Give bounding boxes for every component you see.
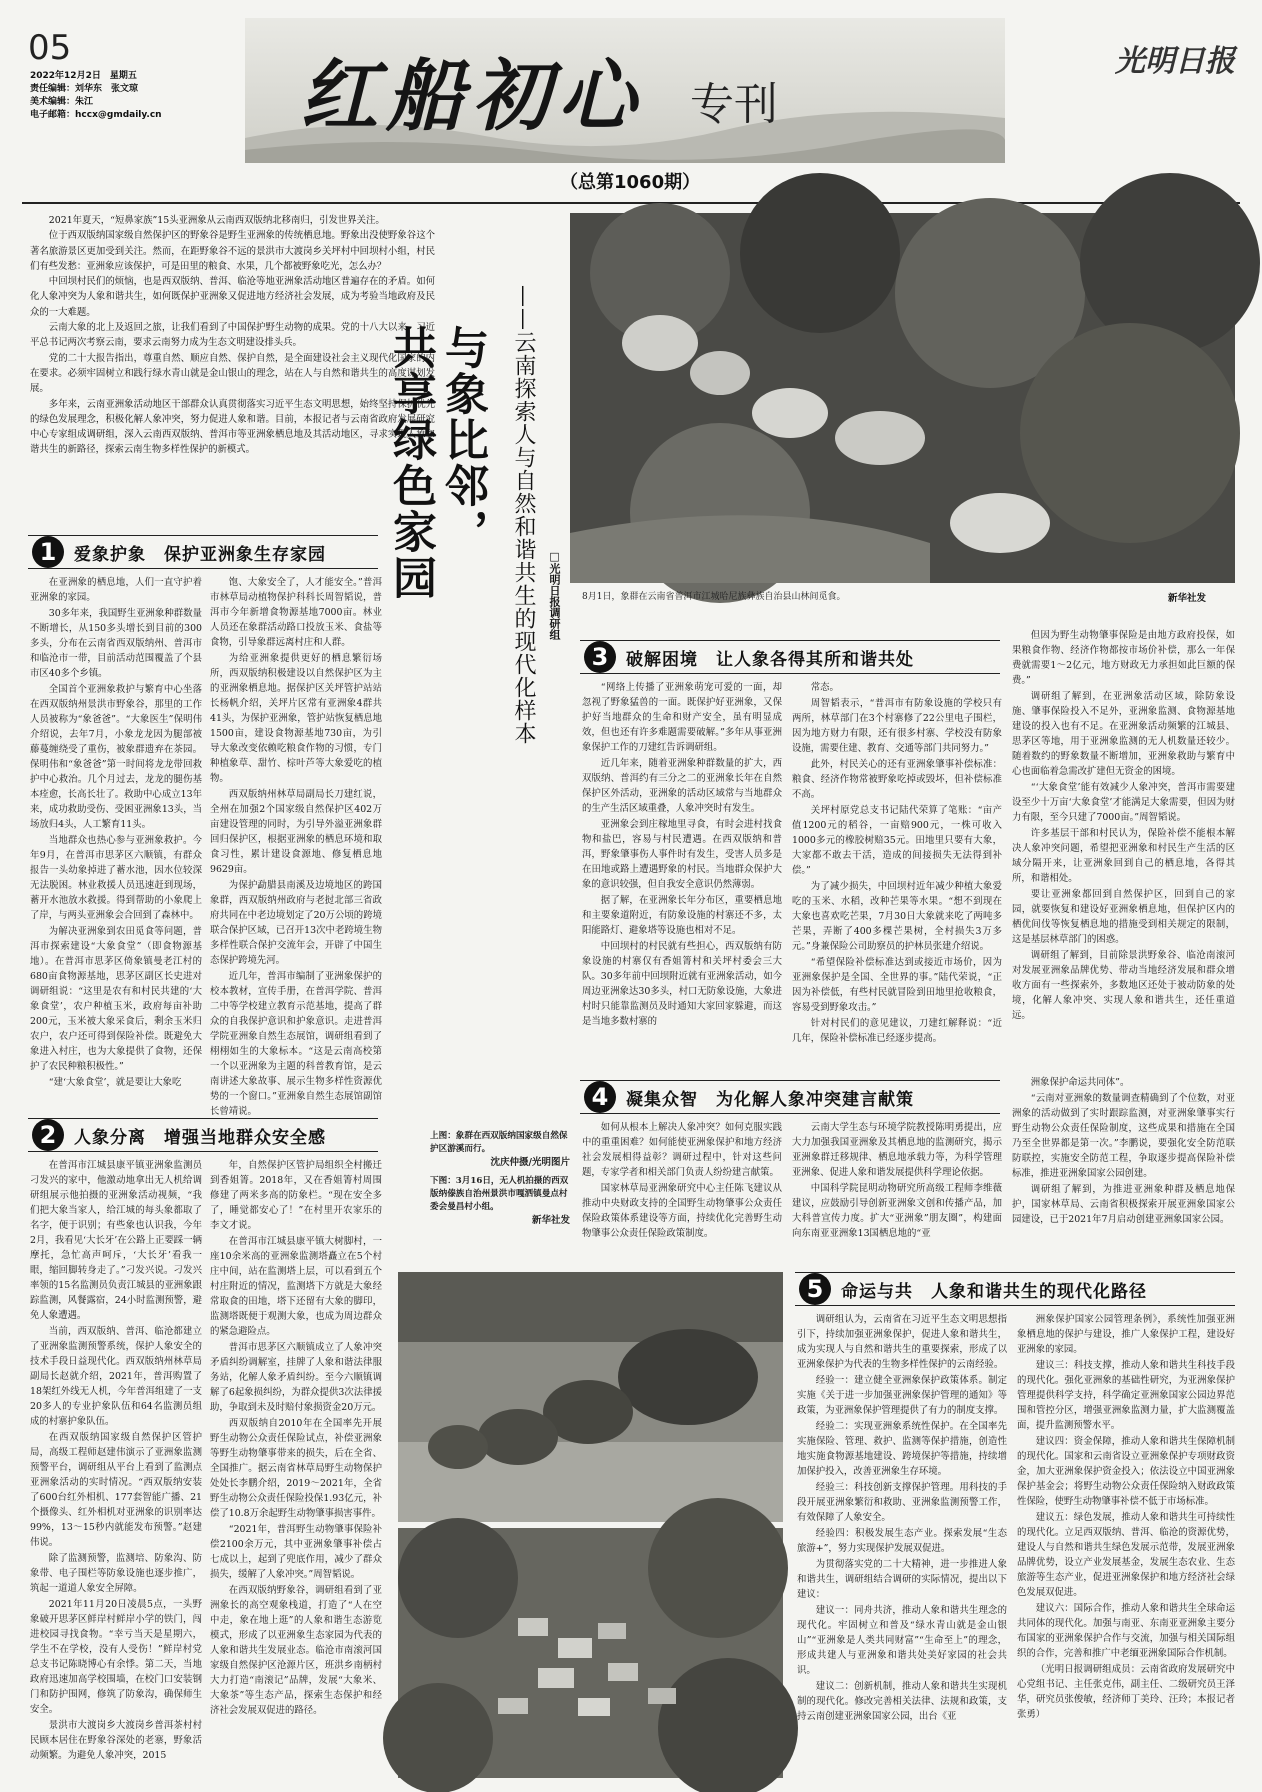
- paragraph: 中国科学院昆明动物研究所高级工程师李维薇建议，应鼓励引导创新亚洲象文创和传播产品，加大科普宣传力度。扩大“亚洲象”朋友圈”，构建面向东南亚亚洲象13国栖息地的“亚: [792, 1183, 1002, 1239]
- paragraph: 经验三：科技创新支撑保护管理。用科技的手段开展亚洲象繁衍和救助、亚洲象监测预警工作，有效保障了人象安全。: [797, 1482, 1007, 1523]
- paragraph: 经验四：积极发展生态产业。探索发展“生态旅游+”，努力实现保护发展双促进。: [797, 1528, 1007, 1554]
- village-aerial-photo: [398, 1528, 783, 1778]
- paragraph: “希望保险补偿标准达到或接近市场价，因为亚洲象保护是全国、全世界的事。”陆代荣说，“正因为补偿低，有些村民就冒险到田地里抢收粮食，容易受到野象攻击。”: [792, 957, 1002, 1013]
- paragraph: 洲象保护国家公园管理条例》，系统性加强亚洲象栖息地的保护与建设，推广人象保护工程，建设好亚洲象的家园。: [1017, 1314, 1235, 1355]
- paragraph: “建‘大象食堂’，就是要让大象吃: [48, 1077, 182, 1088]
- section-5-header: [795, 1272, 1235, 1306]
- paragraph: “云南对亚洲象的数量调查精确到了个位数，对亚洲象的活动做到了实时跟踪监测，对亚洲象肇事实行野生动物公众责任保险制度，这些成果和措施在全国乃至全世界都是第一次。”李鹏说，要强化安全防范联防联控，实施安全防范工程，争取逐步提高保险补偿标准，推进亚洲象国家公园创建。: [1012, 1093, 1235, 1179]
- section-1-header: [28, 535, 378, 569]
- header-meta: [30, 70, 200, 122]
- paragraph: 国家林草局亚洲象研究中心主任陈飞建议从推动中央财政支持的全国野生动物肇事公众责任保险政策体系建设等方面，持续优化完善野生动物肇事公众责任保险政策制度。: [582, 1183, 782, 1239]
- section-title: 人象分离 增强当地群众安全感: [74, 1127, 326, 1148]
- issue-number: （总第1060期）: [560, 172, 701, 193]
- intro-paragraph: 2021年夏天，“短鼻家族”15头亚洲象从云南西双版纳北移南归，引发世界关注。: [48, 215, 385, 226]
- side-photo-captions: [430, 1130, 570, 1227]
- section-5-column-1: [797, 1312, 1007, 1782]
- paragraph: 据了解，在亚洲象长年分布区，重要栖息地和主要象道附近，有防象设施的村寨还不多，太阳能路灯、避象塔等设施也相对不足。: [582, 895, 782, 936]
- paragraph: 针对村民们的意见建议，刀建红解释说：“近几年，保险补偿标准已经逐步提高。: [792, 1018, 1002, 1044]
- top-photo-caption: 8月1日，象群在云南省普洱市江城哈尼族彝族自治县山林间觅食。: [582, 592, 846, 602]
- paragraph: 为保护勐腊县南溪及边境地区的跨国象群，西双版纳州政府与老挝北部三省政府共同在中老边境划定了20万公顷的跨境联合保护区域，已召开13次中老跨境生物多样性联合保护交流年会，开辟了中国生态保护跨境先河。: [210, 880, 382, 966]
- section-3-column-3: [1012, 628, 1235, 1068]
- section-number: 2: [32, 1119, 64, 1151]
- section-4-column-2: [792, 1120, 1002, 1260]
- paragraph: 为解决亚洲象到农田觅食等问题，普洱市探索建设“大象食堂”（即食物源基地）。在普洱市思茅区倚象镇曼老江村的680亩食物源基地，思茅区副区长史进对调研组说：“这里是农有和村民共建的‘大象食堂’，农户种植玉米，政府每亩补助200元，玉米被大象采食后，剩余玉米归农户，农户还可得到保险补偿。既避免大象进入村庄，也为大象提供了食物，还保护了农民种粮积极性。”: [30, 926, 202, 1072]
- paragraph: 除了监测预警，监测培、防象沟、防象带、电子围栏等防象设施也逐步推广，筑起一道道人象安全屏障。: [30, 1553, 202, 1594]
- section-1-column-2: [210, 575, 382, 1117]
- paragraph: 在普洱市江城县康平镇大树脚村，一座10余米高的亚洲象监测塔矗立在5个村庄中间，站在监测塔上层，可以看到五个村庄附近的情况，监测塔下方就是大象经常取食的田地，塔下还留有大象的脚印，监测塔既便于观测大象，也成为周边群众的紧急避险点。: [210, 1236, 382, 1337]
- paragraph: 中回坝村的村民就有些担心，西双版纳有防象设施的村寨仅有香姐箐村和关坪村委会三大队。30多年前中回坝附近就有亚洲象活动，如今周边亚洲象达30多头，村口无防象设施，大象进村时只能靠监测员及时通知大家回家躲避，而这是当地多数村寨的: [582, 941, 782, 1027]
- paragraph: 调研组了解到，在亚洲象活动区域，除防象设施、肇事保险投入不足外，亚洲象监测、食物源基地建设的投入也有不足。在亚洲象活动频繁的江城县、思茅区等地，用于亚洲象监测的无人机数量还较少。随着数约的野象数量不断增加，亚洲象救助与繁育中心也面临着急需改扩建但无资金的困境。: [1012, 691, 1235, 777]
- paragraph: 如何从根本上解决人象冲突？如何克服实践中的重重困难？如何能使亚洲象保护和地方经济社会发展相得益彰？调研过程中，针对这些问题，专家学者和相关部门负责人纷纷建言献策。: [582, 1122, 782, 1178]
- newspaper-logo: 光明日报: [1115, 44, 1235, 79]
- intro-paragraph: 党的二十大报告指出，尊重自然、顺应自然、保护自然，是全面建设社会主义现代化国家的内在要求。必须牢固树立和践行绿水青山就是金山银山的理念，站在人与自然和谐共生的高度谋划发展。: [30, 352, 435, 395]
- paragraph: “2021年，普洱野生动物肇事保险补偿2100余万元，其中亚洲象肇事补偿占七成以上，起到了兜底作用，减少了群众损失，缓解了人象冲突。”周智韬说。: [210, 1524, 382, 1580]
- byline: □光明日报调研组: [548, 550, 561, 640]
- paragraph: 为贯彻落实党的二十大精神，进一步推进人象和谐共生，调研组结合调研的实际情况，提出以下建议：: [797, 1559, 1007, 1600]
- intro-text: [30, 213, 435, 528]
- main-subtitle: ——云南探索人与自然和谐共生的现代化样本: [511, 285, 536, 745]
- paragraph: 年，自然保护区管护局组织全村搬迁到香姐箐。2018年，又在香姐箐村周围修建了两米多高的防象栏。“现在安全多了，睡觉都安心了！”在村里开农家乐的李文才说。: [210, 1160, 382, 1231]
- section-number: 4: [584, 1081, 616, 1113]
- village-aerial-image: [398, 1528, 783, 1778]
- paragraph: 调研组了解到，目前除景洪野象谷、临沧南滚河对发展亚洲象品牌优势、带动当地经济发展和群众增收方面有一些探索外，多数地区还处于被动防象的处境，化解人象冲突、实现人象和谐共生，还任重道远。: [1012, 950, 1235, 1021]
- elephants-crossing-river-image: [398, 1272, 783, 1522]
- lower-photo-caption: 下图：3月16日，无人机拍摄的西双版纳傣族自治州景洪市嘎洒镇曼点村委会曼昌村小组。: [430, 1176, 569, 1212]
- paragraph: 经验一：建立健全亚洲象保护政策体系。制定实施《关于进一步加强亚洲象保护管理的通知》等政策，为亚洲象保护管理提供了有力的制度支撑。: [797, 1375, 1007, 1416]
- masthead-title: 红船初心: [300, 51, 645, 142]
- section-title: 爱象护象 保护亚洲象生存家园: [74, 544, 326, 565]
- paragraph: 建议五：绿色发展，推动人象和谐共生可持续性的现代化。立足西双版纳、普洱、临沧的资源优势，建设人与自然和谐共生绿色发展示范带，发展亚洲象品牌优势，设立产业发展基金，发展生态农业、生态旅游等生态产业，促进亚洲象保护和地方经济社会绿色发展双促进。: [1017, 1512, 1235, 1598]
- main-title-line2: 共享绿色家园: [385, 325, 436, 601]
- section-2-column-2: [210, 1158, 382, 1773]
- paragraph: 但因为野生动物肇事保险是由地方政府投保，如果粮食作物、经济作物都按市场价补偿，那么一年保费就需要1～2亿元，地方财政无力承担如此巨额的保费。”: [1012, 630, 1235, 686]
- paragraph: 经验二：实现亚洲象系统性保护。在全国率先实施保险、管理、救护、监测等保护措施，创造性地实施食物源基地建设、跨境保护等措施，持续增加保护投入，改善亚洲象生存环境。: [797, 1421, 1007, 1477]
- paragraph: 30多年来，我国野生亚洲象种群数量不断增长，从150多头增长到目前的300多头，分布在云南省西双版纳州、普洱市和临沧市一带，目前活动范围覆盖了个县市区40多个乡镇。: [30, 608, 202, 679]
- section-2-header: [28, 1118, 378, 1152]
- paragraph: 景洪市大渡岗乡大渡岗乡普洱茶村村民顾本居住在野象谷深处的老寨，野象活动频繁。为避免人象冲突，2015: [30, 1720, 202, 1761]
- paragraph: 为给亚洲象提供更好的栖息繁衍场所，西双版纳积极建设以自然保护区为主的亚洲象栖息地。据保护区关坪管护站站长杨帆介绍，关坪片区常有亚洲象4群共41头，为保护亚洲象，管护站恢复栖息地1500亩，建设食物源基地730亩，为引导大象改变依赖吃粮食作物的习惯，专门种植象草、甜竹、棕叶芦等大象爱吃的植物。: [210, 653, 382, 784]
- section-4-column-1: [582, 1120, 782, 1260]
- section-3-header: [580, 640, 1000, 674]
- top-elephant-photo: [570, 213, 1235, 583]
- paragraph: 建议一：同舟共济，推动人象和谐共生理念的现代化。牢固树立和普及“绿水青山就是金山银山”“亚洲象是人类共同财富”“生命至上”的理念，形成共建人与亚洲象和谐共处美好家园的社会共识。: [797, 1605, 1007, 1676]
- paragraph: （光明日报调研组成员：云南省政府发展研究中心党组书记、主任张克伟，副主任、二级研究员王泽华，研究员张俊敏，经济师丁美玲、汪玲；本报记者张勇）: [1017, 1664, 1235, 1720]
- paragraph: 建议四：资金保障，推动人象和谐共生保障机制的现代化。国家和云南省设立亚洲象保护专项财政资金，加大亚洲象保护资金投入；依法设立中国亚洲象保护基金会；将野生动物公众责任保险纳入财政政策性保险，使野生动物肇事补偿不低于市场标准。: [1017, 1436, 1235, 1507]
- paragraph: 在亚洲象的栖息地，人们一直守护着亚洲象的家园。: [30, 577, 202, 603]
- paragraph: “‘大象食堂’能有效减少人象冲突，普洱市需要建设至少十万亩‘大象食堂’才能满足大象需要，但因为财力有限，至今只建了7000亩。”周智韬说。: [1012, 782, 1235, 823]
- paragraph: 在普洱市江城县康平镇亚洲象监测员刁发兴的家中，他激动地拿出无人机给调研组展示他拍摄的亚洲象活动视频，“我们把大象当家人，给江城的每头象都取了名字，便于识别；有些象也认识我，今年2月，我看见‘大长牙’在公路上正要踩一辆摩托，急忙高声呵斥，‘大长牙’看我一眼，缩回脚转身走了。”刁发兴说。刁发兴率领的15名监测员负责江城县的亚洲象跟踪监测，风餐露宿，24小时监测预警，避免人象遭遇。: [30, 1160, 202, 1321]
- paragraph: 关坪村原党总支书记陆代荣算了笔账：“亩产值1200元的稻谷，一亩赔900元，一株可收入1000多元的橡胶树赔35元。田地里只要有大象，大家都不敢去干活，造成的间接损失无法得到补偿。”: [792, 805, 1002, 876]
- intro-paragraph: 多年来，云南亚洲象活动地区干部群众认真贯彻落实习近平生态文明思想，始终坚持保护优先的绿色发展理念，积极化解人象冲突，努力促进人象和谐。目前，本报记者与云南省政府发展研究中心专家组成调研组，深入云南西双版纳、普洱市等亚洲象栖息地及其活动地区，寻求实现人象和谐共生的新路径，探索云南生物多样性保护的新模式。: [30, 398, 435, 456]
- section-5-column-2: [1017, 1312, 1235, 1782]
- section-number: 3: [584, 641, 616, 673]
- intro-paragraph: 中回坝村民们的烦恼，也是西双版纳、普洱、临沧等地亚洲象活动地区普遍存在的矛盾。如何化人象冲突为人象和谐共生，如何既保护亚洲象又促进地方经济社会发展，成为考验当地政府及民众的一大难题。: [30, 276, 435, 318]
- intro-paragraph: 位于西双版纳国家级自然保护区的野象谷是野生亚洲象的传统栖息地。野象出没使野象谷这个著名旅游景区更加受到关注。然而，在距野象谷不远的景洪市大渡岗乡关坪村中回坝村小组，村民们有些发愁：亚洲象应该保护，可是田里的粮食、水果，几个都被野象吃光，怎么办？: [30, 230, 435, 272]
- paragraph: 为了减少损失，中回坝村近年减少种植大象爱吃的玉米、水稻，改种芒果等水果。“想不到现在大象也喜欢吃芒果，7月30日大象就来吃了两吨多芒果，弄断了400多棵芒果树，全村损失3万多元。”身兼保险公司助察员的护林员张建介绍说。: [792, 881, 1002, 952]
- paragraph: 近几年来，随着亚洲象种群数量的扩大，西双版纳、普洱约有三分之二的亚洲象长年在自然保护区外活动，亚洲象的活动区域常与当地群众的生产生活区域重叠，人象冲突时有发生。: [582, 758, 782, 814]
- masthead-suffix: 专刊: [690, 79, 778, 130]
- section-1-column-1: [30, 575, 202, 1095]
- paragraph: 普洱市思茅区六顺镇成立了人象冲突矛盾纠纷调解室，挂牌了人象和谐法律服务站，化解人象矛盾纠纷。至今六顺镇调解了6起象损纠纷，为群众提供3次法律援助，争取到未及时赔付象损资金20万元。: [210, 1342, 382, 1413]
- top-photo-credit: 新华社发: [1168, 593, 1207, 604]
- lower-photo-credit: 新华社发: [531, 1215, 570, 1226]
- section-2-column-1: [30, 1158, 202, 1773]
- header-rule: [22, 202, 1240, 204]
- editors: 责任编辑：刘华东 张文琼: [30, 84, 139, 94]
- paragraph: 建议六：国际合作，推动人象和谐共生全球命运共同体的现代化。加强与南亚、东南亚亚洲象主要分布国家的亚洲象保护合作与交流，加强与相关国际组织的合作，完善和推广中老缅亚洲象国际合作机制。: [1017, 1603, 1235, 1659]
- paragraph: “网络上传播了亚洲象萌宠可爱的一面，却忽视了野象猛兽的一面。既保护好亚洲象，又保护好当地群众的生命和财产安全，虽有明显成效，但也还有许多难题需要破解。”多年从事亚洲象保护工作的刀建红告诉调研组。: [582, 682, 782, 753]
- paragraph: 饱、大象安全了，人才能安全。”普洱市林草局动植物保护科科长周智韬说，普洱市今年新增食物源基地7000亩。林业人员还在象群活动路口投放玉米、食盐等食物，引导象群远离村庄和人群。: [210, 577, 382, 648]
- paragraph: 西双版纳州林草局副局长刀建红说，全州在加强2个国家级自然保护区402万亩建设管理的同时，为引导外溢亚洲象群回归保护区，根据亚洲象的栖息环境和取食习性，累计建设食源地、修复栖息地9629亩。: [210, 789, 382, 875]
- paragraph: 云南大学生态与环境学院教授陈明勇提出，应大力加强我国亚洲象及其栖息地的监测研究，揭示亚洲象群迁移规律、栖息地承载力等，为科学管理亚洲象、促进人象和谐发展提供科学理论依据。: [792, 1122, 1002, 1178]
- paragraph: 常态。: [810, 682, 839, 693]
- paragraph: 当前，西双版纳、普洱、临沧都建立了亚洲象监测预警系统，保护人象安全的技术手段日益现代化。西双版纳州林草局副局长赵就介绍，2021年，普洱购置了18架红外线无人机，今年普洱组建了一支20多人的专业护象队伍和64名监测员组成的村寨护象队伍。: [30, 1326, 202, 1427]
- paragraph: 西双版纳自2010年在全国率先开展野生动物公众责任保险试点，补偿亚洲象等野生动物肇事带来的损失，后在全省、全国推广。据云南省林草局野生动物保护处处长李鹏介绍，2019～2021年，全省野生动物公众责任保险投保1.93亿元，补偿了10.8万余起野生动物肇事损害事件。: [210, 1418, 382, 1519]
- paragraph: 建议三：科技支撑，推动人象和谐共生科技手段的现代化。强化亚洲象的基础性研究，为亚洲象保护管理提供科学支持，科学确定亚洲象国家公园边界范围和管控分区，增强亚洲象监测力量，扩大监测覆盖面，提升监测预警水平。: [1017, 1360, 1235, 1431]
- paragraph: 建议二：创新机制，推动人象和谐共生实现机制的现代化。修改完善相关法律、法规和政策，支持云南创建亚洲象国家公园，出台《亚: [797, 1681, 1007, 1722]
- paragraph: 亚洲象会到庄稼地里寻食，有时会进村找食物和盐巴，容易与村民遭遇。在西双版纳和普洱，野象肇事伤人事件时有发生，受害人员多是在田地或路上遭遇野象的村民。当地群众保护大象的意识较强，但自我安全意识仍然薄弱。: [582, 819, 782, 890]
- elephant-herd-image: [570, 213, 1235, 583]
- section-3-column-2: [792, 680, 1002, 1075]
- paragraph: 此外，村民关心的还有亚洲象肇事补偿标准：粮食、经济作物常被野象吃掉或毁坏，但补偿标准不高。: [792, 759, 1002, 800]
- section-3-column-1: [582, 680, 782, 1075]
- upper-photo-credit: 沈庆仲摄/光明图片: [490, 1157, 570, 1168]
- paragraph: 当地群众也热心参与亚洲象救护。今年9月，在普洱市思茅区六顺镇，有群众报告一头幼象掉进了蓄水池，因水位较深无法脱困。林业救援人员迅速赶到现场，蓄开水池放水救援。得到帮助的小象爬上了岸，与两头亚洲象会合回到了森林中。: [30, 835, 202, 921]
- intro-paragraph: 云南大象的北上及返回之旅，让我们看到了中国保护野生动物的成果。党的十八大以来，习近平总书记两次考察云南，要求云南努力成为生态文明建设排头兵。: [30, 322, 435, 349]
- section-4-column-3: [1012, 1075, 1235, 1267]
- main-title-line1: 与象比邻，: [437, 325, 488, 555]
- issue-date: 2022年12月2日 星期五: [30, 71, 137, 81]
- paragraph: 在西双版纳国家级自然保护区管护局，高级工程师赵建伟演示了亚洲象监测预警平台，调研组从平台上看到了监测点亚洲象活动的实时情况。“西双版纳安装了600台红外相机、177套智能广播、21个摄像头、红外相机对亚洲象的识别率达99%，13～15秒内就能发布预警。”赵建伟说。: [30, 1432, 202, 1548]
- paragraph: 调研组认为，云南省在习近平生态文明思想指引下，持续加强亚洲象保护，促进人象和谐共生，成为实现人与自然和谐共生的重要探索，形成了以亚洲象保护为代表的生物多样性保护的云南经验。: [797, 1314, 1007, 1370]
- paragraph: 在西双版纳野象谷，调研组看到了亚洲象长的高空观象栈道，打造了“人在空中走，象在地上逛”的人象和谐生态游览模式，形成了以亚洲象生态家园为代表的人象和谐共生发展业态。临沧市南滚河国家级自然保护区沧源片区，班洪乡南柄村大力打造“南滚记”品牌，发展“大象米、大象茶”等生态产品，探索生态保护和经济社会发展双促进的路径。: [210, 1585, 382, 1716]
- section-title: 破解困境 让人象各得其所和谐共处: [626, 649, 914, 670]
- section-number: 1: [32, 536, 64, 568]
- paragraph: 周智韬表示，“普洱市有防象设施的学校只有两所，林草部门在3个村寨修了22公里电子围栏，因为地方财力有限，还有很多村寨、学校没有防象设施，需要住建、教育、交通等部门共同努力。”: [792, 698, 1002, 754]
- river-elephants-photo: [398, 1272, 783, 1522]
- paragraph: 调研组了解到，为推进亚洲象种群及栖息地保护，国家林草局、云南省积极探索开展亚洲象国家公园建设，已于2021年7月启动创建亚洲象国家公园。: [1012, 1184, 1235, 1225]
- email: 电子邮箱：hccx@gmdaily.cn: [30, 110, 162, 120]
- paragraph: 全国首个亚洲象救护与繁育中心坐落在西双版纳州景洪市野象谷，那里的工作人员被称为“象爸爸”。“大象医生”保明伟介绍说，去年7月，小象龙龙因为腿部被藤蔓缠绕受了重伤，被象群遗弃在茶园。保明伟和“象爸爸”第一时间将龙龙带回救护中心救治。几个月过去，龙龙的腿伤基本痊愈，长高长壮了。救助中心成立13年来，成功救助受伤、受困亚洲象13头，当场放归4头，人工繁育11头。: [30, 684, 202, 830]
- art-editor: 美术编辑：朱江: [30, 97, 94, 107]
- section-title: 凝集众智 为化解人象冲突建言献策: [626, 1089, 914, 1110]
- paragraph: 要让亚洲象都回到自然保护区，回到自己的家园，就要恢复和建设好亚洲象栖息地，但保护区内的栖优间伐等恢复栖息地的措施受到相关规定的限制，这是基层林草部门的困惑。: [1012, 889, 1235, 945]
- paragraph: 近几年，普洱市编制了亚洲象保护的校本教材，宣传手册，在普洱学院、普洱二中等学校建立教育示范基地，提高了群众的自我保护意识和护象意识。走进普洱学院亚洲象自然生态展馆，调研组看到了栩栩如生的大象标本。“这是云南高校第一个以亚洲象为主题的科普教育馆，是云南讲述大象故事、展示生物多样性资源优势的一个窗口。”亚洲象自然生态展馆副馆长曾靖说。: [210, 971, 382, 1117]
- section-title: 命运与共 人象和谐共生的现代化路径: [841, 1281, 1147, 1302]
- paragraph: 洲象保护命运共同体”。: [1030, 1077, 1130, 1088]
- section-4-header: [580, 1080, 1000, 1114]
- upper-photo-caption: 上图：象群在西双版纳国家级自然保护区游溪而行。: [430, 1131, 568, 1154]
- page-number: 05: [28, 28, 72, 68]
- paragraph: 2021年11月20日凌晨5点，一头野象破开思茅区鲜岸村鲜岸小学的铁门，闯进校园寻找食物。“幸亏当天是星期六，学生不在学校，没有人受伤！”鲜岸村党总支书记陈晓博心有余悸。第二天，当地政府迅速加高学校围墙，在校门口安装钢门和防护围网，修筑了防象沟，确保师生安全。: [30, 1599, 202, 1715]
- section-number: 5: [799, 1273, 831, 1305]
- paragraph: 许多基层干部和村民认为，保险补偿不能根本解决人象冲突问题，希望把亚洲象和村民生产生活的区域分隔开来，让亚洲象回到自己的栖息地，各得其所，和谐相处。: [1012, 828, 1235, 884]
